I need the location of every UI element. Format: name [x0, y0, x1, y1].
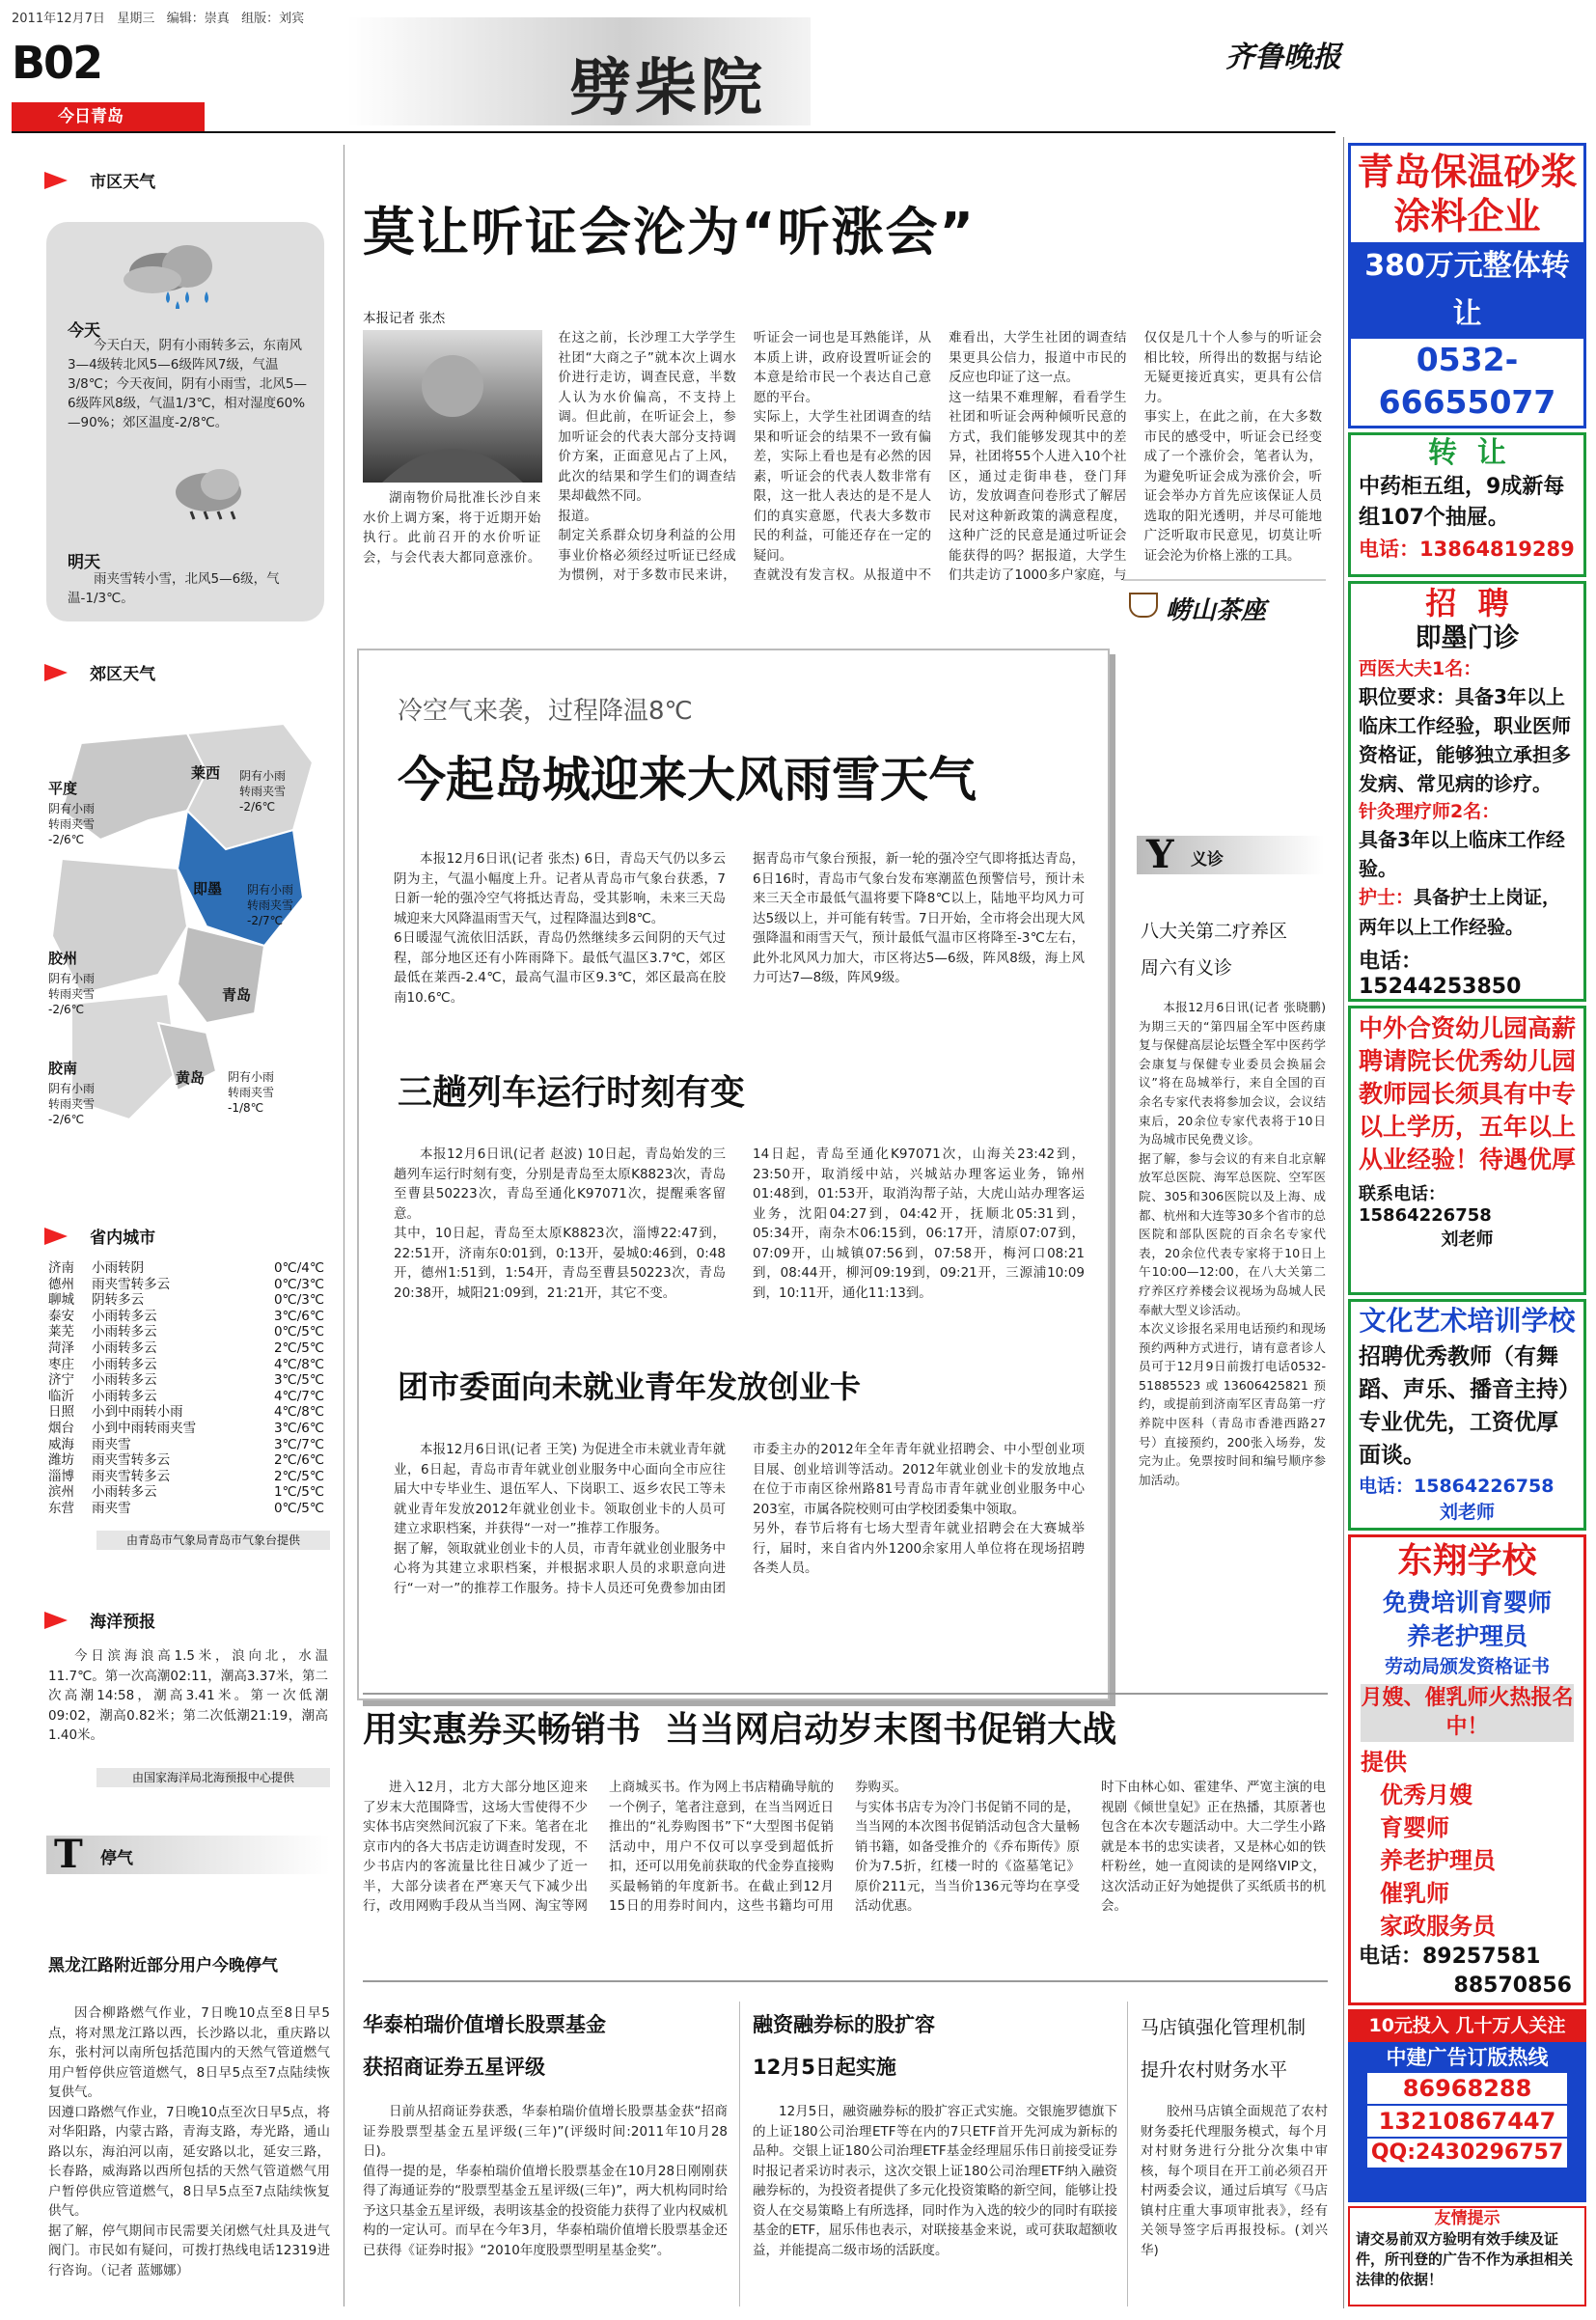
- header-date: 2011年12月7日: [12, 12, 105, 26]
- city-name: 临沂: [48, 1388, 74, 1404]
- city-condition: 雨夹雪: [92, 1500, 131, 1516]
- ad-art-contact: 刘老师: [1439, 1502, 1495, 1523]
- city-weather-table: [48, 1260, 328, 1517]
- city-row: [48, 1309, 328, 1325]
- town-sub: 提升农村财务水平: [1141, 2059, 1288, 2081]
- ad-hiring-req: 具备3年以上临床工作经验。: [1359, 828, 1565, 880]
- red-arrow-icon: [44, 172, 68, 189]
- city-temp: 3℃/6℃: [273, 1308, 324, 1324]
- ad-hotline-phone: 86968288: [1367, 2073, 1567, 2104]
- gas-title: 停气: [100, 1849, 133, 1868]
- ad-hiring-phone: 电话：15244253850: [1359, 950, 1522, 999]
- ad-hiring-role: 针灸理疗师2名：: [1359, 801, 1500, 822]
- city-name: 滨州: [48, 1484, 74, 1501]
- city-row: [48, 1357, 328, 1373]
- train-title: 三趟列车运行时刻有变: [398, 1073, 746, 1113]
- city-temp: 0℃/3℃: [273, 1292, 324, 1309]
- region-weather: 阴有小雨 转雨夹雪 -2/6℃: [48, 802, 96, 846]
- city-row: [48, 1404, 328, 1421]
- ad-kinder-phone: 联系电话：15864226758: [1359, 1184, 1492, 1226]
- province-header: [44, 1224, 155, 1248]
- clinic-tag: Y: [1146, 832, 1174, 877]
- ocean-title: 海洋预报: [90, 1613, 156, 1632]
- ad-kinder-text: 中外合资幼儿园高薪聘请院长优秀幼儿园教师园长须具有中专以上学历，五年以上从业经验！待遇优厚: [1358, 1014, 1576, 1174]
- ad-dx-list: [1351, 1779, 1583, 1943]
- city-condition: 雨夹雪转多云: [92, 1452, 171, 1469]
- ad-art-school: [1348, 1299, 1586, 1531]
- column-divider: [1127, 2002, 1128, 2306]
- city-weather-box: [46, 222, 324, 621]
- photo-spacer: [363, 328, 546, 488]
- weather-news-body: 本报12月6日讯(记者 张杰) 6日，青岛天气仍以多云阴为主，气温小幅度上升。记者从青岛市气象台获悉，7日新一轮的强冷空气将抵达青岛，受其影响，未来三天岛城迎来大风降温雨雪天气，过程降温达到8℃。 6日暖湿气流依旧活跃，青岛仍然继续多云间阴的天气过程，部分地区还有小阵雨降下。最低气温区3.7℃，郊区最低在莱西-2.4℃，最高气温市区9.3℃，郊区最高在胶南10.6℃。 据青岛市气象台预报，新一轮的强冷空气即将抵达青岛，6日16时，青岛市气象台发布寒潮蓝色预警信号，预计未来三天全市最低气温将要下降8℃以上，陆地平均风力可达5级以上，并可能有转雪。7日开始，全市将会出现大风强降温和雨雪天气，预计最低气温市区将降至-3℃左右，此外北风风力加大，市区将达5—6级，阵风8级，海上风力可达7—8级，阵风9级。: [394, 851, 1085, 1006]
- city-temp: 0℃/3℃: [273, 1276, 324, 1292]
- city-condition: 小雨转多云: [92, 1388, 157, 1404]
- clinic-title2: 周六有义诊: [1141, 957, 1233, 979]
- region-name: 即墨: [193, 880, 223, 898]
- fund-body: 日前从招商证券获悉，华泰柏瑞价值增长股票基金获“招商证券股票型基金五星评级(三年)”(评级时间:2011年10月28日)。 值得一提的是，华泰柏瑞价值增长股票基金在10月28日刚刚获得了海通证券的“股票型基金五星评级(三年)”，两大机构同时给予这只基金五星评级，表明该基金的投资能力获得了业内权威机构的一定认可。而早在今年3月，华泰柏瑞价值增长股票基金还已获得《证券时报》“2010年度股票型明星基金奖”。: [363, 2104, 728, 2258]
- city-condition: 雨夹雪: [92, 1436, 131, 1452]
- ad-hiring-title: 招 聘: [1425, 585, 1509, 621]
- city-condition: 雨夹雪转多云: [92, 1468, 171, 1484]
- gas-headline: 黑龙江路附近部分用户今晚停气: [48, 1956, 278, 1975]
- city-temp: 0℃/4℃: [273, 1260, 324, 1276]
- ocean-text: 今日滨海浪高1.5米，浪向北，水温11.7℃。第一次高潮02:11，潮高3.37米，第二次高潮14:58，潮高3.41米。第一次低潮09:02，潮高0.82米；第二次低潮21:19，潮高1.40米。: [48, 1648, 328, 1743]
- city-row: [48, 1484, 328, 1501]
- fund-sub: 获招商证券五星评级: [363, 2056, 545, 2079]
- gas-tag: T: [54, 1832, 83, 1877]
- books-title: 用实惠券买畅销书 当当网启动岁末图书促销大战: [363, 1710, 1117, 1750]
- city-row: [48, 1260, 328, 1277]
- youth-body: 本报12月6日讯(记者 王笑) 为促进全市未就业青年就业，6日起，青岛市青年就业创业服务中心面向全市应往届大中专毕业生、退伍军人、下岗职工、返乡农民工等未就业青年发放2012年就业创业卡。领取创业卡的人员可建立求职档案，并获得“一对一”推荐工作服务。 据了解，领取就业创业卡的人员，市青年就业创业服务中心将为其建立求职档案，并根据求职人员的求职意向进行“一对一”的推荐工作服务。持卡人员还可免费参加由团市委主办的2012年全年青年就业招聘会、中小型创业项目展、创业培训等活动。2012年就业创业卡的发放地点在位于市南区徐州路81号青岛市青年就业创业服务中心203室，市属各院校则可由学校团委集中领取。 另外，春节后将有七场大型青年就业招聘会在大赛城举行，届时，来自省内外1200余家用人单位将在现场招聘各类人员。: [394, 1442, 1085, 1596]
- city-name: 潍坊: [48, 1452, 74, 1469]
- teacup-icon: [1129, 593, 1158, 618]
- ad-dx-phone: 电话：89257581: [1359, 1945, 1541, 1969]
- tea-banner: [1123, 579, 1326, 633]
- cloud-rain-icon: [114, 232, 230, 309]
- ad-dx-list-item: 催乳师: [1380, 1880, 1449, 1907]
- ad-hotline-qq: QQ:2430296757: [1367, 2139, 1567, 2168]
- ad-hiring-sub: 即墨门诊: [1415, 623, 1520, 653]
- ad-clinic-hiring: [1348, 581, 1586, 1002]
- ad-hotline-phone: 13210867447: [1367, 2106, 1567, 2137]
- ad-dx-line: 月嫂、催乳师火热报名中！: [1361, 1684, 1574, 1742]
- ad-kindergarten: [1348, 1006, 1586, 1295]
- ad-mortar-title: 青岛保温砂浆涂料企业: [1357, 151, 1578, 237]
- city-temp: 2℃/6℃: [273, 1452, 324, 1469]
- city-row: [48, 1324, 328, 1340]
- youth-title: 团市委面向未就业青年发放创业卡: [398, 1368, 862, 1405]
- section-rule: [363, 1980, 1328, 1982]
- ad-mortar: [1348, 143, 1586, 428]
- city-temp: 2℃/5℃: [273, 1468, 324, 1484]
- section-rule: [363, 1693, 1328, 1695]
- gas-text: 因合柳路燃气作业，7日晚10点至8日早5点，将对黑龙江路以西，长沙路以北，重庆路以东，张村河以南所包括范围内的天然气管道燃气用户暂停供应管道燃气，8日早5点至7点陆续恢复供气。 因遵口路燃气作业，7日晚10点至次日早5点，将对华阳路，内蒙古路，青海支路，寿光路，通山路以东，海泊河以南，延安路以北，延安三路，长春路，威海路以西所包括的天然气管道燃气用户暂停供应管道燃气，8日早5点至7点陆续恢复供气。 据了解，停气期间市民需要关闭燃气灶具及进气阀门。市民如有疑问，可拨打热线电话12319进行咨询。（记者 蓝娜娜）: [48, 2005, 330, 2279]
- books-body: 进入12月，北方大部分地区迎来了岁末大范围降雪，这场大雪使得不少实体书店突然间沉寂了下来。笔者在北京市内的各大书店走访调查时发现，不少书店内的客流量比往日减少了近一半，大部分读者在严寒天气下减少出行，改用网购手段从当当网、淘宝等网上商城买书。作为网上书店精确导航的一个例子，笔者注意到，在当当网近日推出的“礼券购图书”下“大型图书促销活动中，用户不仅可以享受到超低折扣，还可以用免前获取的代金券直接购买最畅销的年度新书。在截止到12月15日的用券时间内，这些书籍均可用券购买。 与实体书店专为冷门书促销不同的是，当当网的本次图书促销活动包含大量畅销书籍，如备受推介的《乔布斯传》原价为7.5折，红楼一时的《盗墓笔记》原价211元，当当价136元等均在享受活动优惠。 时下由林心如、霍建华、严宽主演的电视剧《倾世皇妃》正在热播，其原著也包含在本次专题活动中。大二学生小路就是本书的忠实读者，又是林心如的铁杆粉丝，她一直阅读的是网络VIP文，这次活动正好为她提供了买纸质书的机会。: [363, 1780, 1326, 1914]
- city-condition: 小到中雨转小雨: [92, 1404, 183, 1421]
- city-temp: 3℃/7℃: [273, 1436, 324, 1452]
- city-name: 莱芜: [48, 1324, 74, 1340]
- ocean-header: [44, 1608, 155, 1632]
- ad-notice-text: 请交易前双方验明有效手续及证件，所刊登的广告不作为承担相关法律的依据！: [1356, 2230, 1574, 2288]
- header-layout: 组版：刘宾: [241, 12, 305, 26]
- city-name: 菏泽: [48, 1340, 74, 1356]
- page-number: B02: [12, 37, 102, 89]
- ad-art-text: 招聘优秀教师（有舞蹈、声乐、播音主持）专业优先，工资优厚面谈。: [1359, 1344, 1570, 1468]
- ad-hotline: [1348, 2009, 1586, 2202]
- header-editor: 编辑：崇真: [166, 12, 230, 26]
- city-temp: 4℃/8℃: [273, 1404, 324, 1421]
- city-condition: 小雨转多云: [92, 1308, 157, 1324]
- region-name: 胶州: [48, 950, 78, 967]
- section-label: 今日青岛: [12, 102, 205, 131]
- ad-hotline-l1: 10元投入 几十万人关注: [1348, 2009, 1586, 2042]
- city-temp: 4℃/7℃: [273, 1388, 324, 1404]
- region-weather: 阴有小雨 转雨夹雪 -2/6℃: [239, 769, 287, 814]
- city-row: [48, 1501, 328, 1517]
- margin-sub: 12月5日起实施: [753, 2056, 896, 2079]
- ad-hotline-l2: 中建广告订版热线: [1386, 2046, 1549, 2069]
- city-temp: 4℃/8℃: [273, 1356, 324, 1372]
- city-row: [48, 1421, 328, 1437]
- city-name: 东营: [48, 1500, 74, 1516]
- city-condition: 小到中雨转雨夹雪: [92, 1420, 197, 1436]
- weather-kicker: 冷空气来袭，过程降温8℃: [398, 697, 693, 726]
- ad-cabinet-text: 中药柜五组，9成新每组107个抽屉。: [1359, 475, 1565, 530]
- town-title: 马店镇强化管理机制: [1141, 2017, 1307, 2038]
- tomorrow-text: 雨夹雪转小雪，北风5—6级，气温-1/3℃。: [68, 571, 280, 606]
- suburb-weather-header: [44, 660, 155, 684]
- region-name: 莱西: [191, 764, 221, 782]
- ad-dx-list-item: 养老护理员: [1380, 1847, 1496, 1874]
- ad-cabinet-phone: 电话：13864819289: [1359, 538, 1575, 561]
- city-row: [48, 1292, 328, 1309]
- province-title: 省内城市: [90, 1229, 156, 1248]
- lead-title: 莫让听证会沦为“听涨会”: [363, 202, 976, 262]
- city-name: 济南: [48, 1260, 74, 1276]
- city-name: 日照: [48, 1404, 74, 1421]
- region-weather: 阴有小雨 转雨夹雪 -2/6℃: [48, 1082, 96, 1126]
- cloud-sleet-icon: [162, 463, 259, 531]
- city-name: 枣庄: [48, 1356, 74, 1372]
- ad-hiring-role: 护士：: [1359, 887, 1415, 908]
- city-temp: 3℃/5℃: [273, 1372, 324, 1389]
- suburb-weather-title: 郊区天气: [90, 665, 156, 684]
- tea-title: 崂山茶座: [1166, 596, 1267, 625]
- ad-mortar-price: 380万元整体转让: [1351, 242, 1583, 339]
- city-row: [48, 1437, 328, 1453]
- city-row: [48, 1372, 328, 1389]
- province-source: 由青岛市气象局青岛市气象台提供: [96, 1531, 330, 1550]
- region-name: 胶南: [48, 1060, 78, 1077]
- column-divider: [739, 2002, 740, 2306]
- region-weather: 阴有小雨 转雨夹雪 -1/8℃: [228, 1070, 275, 1115]
- city-row: [48, 1340, 328, 1357]
- train-body: 本报12月6日讯(记者 赵波) 10日起，青岛始发的三趟列车运行时刻有变，分别是青岛至太原K8823次，青岛至曹县50223次，青岛至通化K97071次，提醒乘客留意。 其中，10日起，青岛至太原K8823次，淄博22:47到，22:51开，济南东0:01到，0:13开，晏城0:46到，0:48开，德州1:51到，1:54开，青岛至曹县50223次，青岛20:38开，城阳21:09到，21:21开，其它不变。 14日起，青岛至通化K97071次，山海关23:42到，23:50开，取消绥中站，兴城站办理客运业务，锦州01:48到，01:53开，取消沟帮子站，大虎山站办理客运业务，沈阳04:27到，04:42开，抚顺北05:31到，05:34开，南杂木06:15到，06:17开，清原07:07到，07:09开，山城镇07:56到，07:58开，梅河口08:21到，08:44开，柳河09:19到，09:21开，三源浦10:09到，10:11开，通化11:13到。: [394, 1146, 1085, 1301]
- clinic-label: 义诊: [1191, 850, 1224, 870]
- city-temp: 2℃/5℃: [273, 1340, 324, 1356]
- ad-cabinet: [1348, 432, 1586, 577]
- ad-hiring-req: 具备护士上岗证，两年以上工作经验。: [1359, 887, 1561, 938]
- header-meta: [12, 8, 304, 26]
- city-row: [48, 1277, 328, 1293]
- ad-cabinet-title: 转 让: [1428, 436, 1506, 470]
- city-name: 德州: [48, 1276, 74, 1292]
- gas-header: [46, 1832, 330, 1877]
- city-temp: 0℃/5℃: [273, 1324, 324, 1340]
- city-name: 威海: [48, 1436, 74, 1452]
- tomorrow-label: 明天: [68, 553, 100, 572]
- ad-art-title: 文化艺术培训学校: [1359, 1305, 1576, 1337]
- ad-hiring-req: 职位要求：具备3年以上临床工作经验，职业医师资格证，能够独立承担多发病、常见病的诊疗。: [1359, 685, 1571, 795]
- ad-notice-title: 友情提示: [1434, 2209, 1500, 2228]
- city-condition: 小雨转多云: [92, 1356, 157, 1372]
- city-condition: 小雨转多云: [92, 1340, 157, 1356]
- city-temp: 0℃/5℃: [273, 1500, 324, 1516]
- suburb-map: [42, 704, 328, 1158]
- today-label: 今天: [68, 321, 100, 341]
- clinic-body: 本报12月6日讯(记者 张晓鹏) 为期三天的“第四届全军中医药康复与保健高层论坛暨全军中医药学会康复与保健专业委员会换届会议”将在岛城举行，来自全国的百余名专家代表将参加会议，会议结束后，20余位专家代表将于10日为岛城市民免费义诊。 据了解，参与会议的有来自北京解放军总医院、海军总医院、空军医院、305和306医院以及上海、成都、杭州和大连等30多个省市的总医院和部队医院的百余名专家代表，20余位代表专家将于10日上午10:00—12:00，在八大关第二疗养区疗养楼会议视场为岛城人民奉献大型义诊活动。 本次义诊报名采用电话预约和现场预约两种方式进行，请有意者诊人员可于12月9日前拨打电话0532-51885523或13606425821预约，或提前到济南军区青岛第一疗养院中医科（青岛市香港西路27号）直接预约，200张入场券，发完为止。免票按时间和编号顺序参加活动。: [1139, 1000, 1326, 1487]
- today-text: 今天白天，阴有小雨转多云，东南风3—4级转北风5—6级阵风7级，气温3/8℃；今天夜间，阴有小雨雪，北风5—6级阵风8级，气温1/3℃，相对湿度60%—90%；郊区温度-2/8℃。: [68, 338, 307, 430]
- lead-text: 湖南物价局批准长沙自来水价上调方案，将于近期开始执行。此前召开的水价听证会，与会代表大都同意涨价。在这之前，长沙理工大学学生社团“大商之子”就本次上调水价进行走访，调查民意，半数人认为水价偏高，不支持上调。但此前，在听证会上，参加听证会的代表大部分支持调价方案，正面意见占了上风，此次的结果和学生们的调查结果却截然不同。 报道。 制定关系群众切身利益的公用事业价格必须经过听证已经成为惯例，对于多数市民来讲，听证会一词也是耳熟能详，从本质上讲，政府设置听证会的本意是给市民一个表达自己意愿的平台。 实际上，大学生社团调查的结果和听证会的结果不一致有偏差，实际上看也是有必然的因素，听证会的代表人数非常有限，这一批人表达的是不是人们的真实意愿，代表大多数市民的利益，可能还存在一定的疑问。 查就没有发言权。从报道中不难看出，大学生社团的调查结果更具公信力，报道中市民的反应也印证了这一点。 这一结果不难理解，看看学生社团和听证会两种倾听民意的方式，我们能够发现其中的差异，社团将55个人进入10个社区，通过走街串巷，登门拜访，发放调查问卷形式了解居民对这种新政策的满意程度，这种广泛的民意是通过听证会能获得的吗？据报道，大学生们共走访了1000多户家庭，与仅仅是几十个人参与的听证会相比较，所得出的数据与结论无疑更接近真实，更具有公信力。 事实上，在此之前，在大多数市民的感受中，听证会已经变成了一个涨价会，笔者认为，为避免听证会成为涨价会，听证会举办方首先应该保证人员选取的阳光透明，并尽可能地广泛听取市民意见，切莫让听证会沦为价格上涨的工具。: [363, 330, 1322, 583]
- ad-dx-line: 劳动局颁发资格证书: [1384, 1656, 1550, 1677]
- column-title: 劈柴院: [569, 52, 766, 124]
- ad-dongxiang: [1348, 1534, 1586, 2005]
- region-weather: 阴有小雨 转雨夹雪 -2/7℃: [247, 883, 294, 927]
- region-name: 黄岛: [176, 1069, 206, 1087]
- ad-art-phone: 电话：15864226758: [1359, 1476, 1555, 1497]
- ad-notice: [1348, 2206, 1586, 2306]
- ad-dx-phone: 88570856: [1453, 1974, 1572, 1998]
- city-condition: 阴转多云: [92, 1292, 145, 1309]
- city-name: 聊城: [48, 1292, 74, 1309]
- ad-hiring-role: 西医大夫1名：: [1359, 658, 1482, 679]
- city-condition: 雨夹雪转多云: [92, 1276, 171, 1292]
- city-row: [48, 1469, 328, 1485]
- weather-news-title: 今起岛城迎来大风雨雪天气: [398, 752, 977, 808]
- ad-dx-list-item: 家政服务员: [1380, 1913, 1496, 1940]
- ad-dx-title: 东翔学校: [1397, 1541, 1537, 1581]
- ad-dx-list-item: 优秀月嫂: [1380, 1781, 1472, 1809]
- ocean-source: 由国家海洋局北海预报中心提供: [96, 1768, 330, 1787]
- ad-dx-offer: 提供: [1361, 1749, 1407, 1776]
- margin-title: 融资融券标的股扩容: [753, 2013, 935, 2036]
- city-row: [48, 1389, 328, 1405]
- ad-dx-sub: 免费培训育婴师: [1382, 1588, 1552, 1616]
- city-weather-title: 市区天气: [90, 173, 156, 192]
- ad-kinder-contact: 刘老师: [1441, 1229, 1494, 1250]
- city-temp: 1℃/5℃: [273, 1484, 324, 1501]
- city-condition: 小雨转阴: [92, 1260, 145, 1276]
- city-name: 烟台: [48, 1420, 74, 1436]
- town-body: 胶州马店镇全面规范了农村财务委托代理服务模式，每个月对村财务进行分批分次集中审核，每个项目在开工前必须召开村两委会议，通过后填写《马店镇村庄重大事项审批表》，经有关领导签字后再报投标。(刘兴华): [1141, 2104, 1328, 2258]
- region-weather: 阴有小雨 转雨夹雪 -2/6℃: [48, 972, 96, 1016]
- city-weather-header: [44, 168, 155, 192]
- margin-body: 12月5日，融资融券标的股扩容正式实施。交银施罗德旗下的上证180公司治理ETF等在内的7只ETF首开先河成为新标的品种。交银上证180公司治理ETF基金经理屈乐伟日前接受证券时报记者采访时表示，这次交银上证180公司治理ETF纳入融资融券标的，为投资者提供了多元化投资策略的新空间，能够让投资人在交易策略上有所选择，同时作为入选的较少的同时有联接基金的ETF，屈乐伟也表示，对联接基金来说，或可获取超额收益，并能提高二级市场的活跃度。: [753, 2104, 1117, 2258]
- fund-title: 华泰柏瑞价值增长股票基金: [363, 2013, 606, 2036]
- ad-mortar-phone2: [1351, 424, 1583, 428]
- ad-mortar-phone1: 0532-66655077: [1378, 341, 1556, 421]
- red-arrow-icon: [44, 1228, 68, 1245]
- city-condition: 小雨转多云: [92, 1324, 157, 1340]
- region-name: 平度: [48, 780, 78, 797]
- paper-logo: 齐鲁晚报: [1225, 41, 1341, 74]
- lead-byline: 本报记者 张杰: [363, 311, 446, 326]
- ad-dx-list-item: 育婴师: [1380, 1814, 1449, 1841]
- city-temp: 3℃/6℃: [273, 1420, 324, 1436]
- city-condition: 小雨转多云: [92, 1484, 157, 1501]
- header-weekday: 星期三: [117, 12, 155, 26]
- city-name: 泰安: [48, 1308, 74, 1324]
- region-name: 青岛: [222, 986, 252, 1004]
- city-name: 济宁: [48, 1372, 74, 1389]
- city-condition: 小雨转多云: [92, 1372, 157, 1389]
- city-name: 淄博: [48, 1468, 74, 1484]
- header-rule: [12, 131, 1335, 133]
- city-row: [48, 1452, 328, 1469]
- ad-dx-line: 养老护理员: [1406, 1622, 1527, 1650]
- red-arrow-icon: [44, 1612, 68, 1629]
- clinic-header: [1137, 832, 1324, 877]
- red-arrow-icon: [44, 664, 68, 681]
- clinic-title1: 八大关第二疗养区: [1141, 921, 1288, 942]
